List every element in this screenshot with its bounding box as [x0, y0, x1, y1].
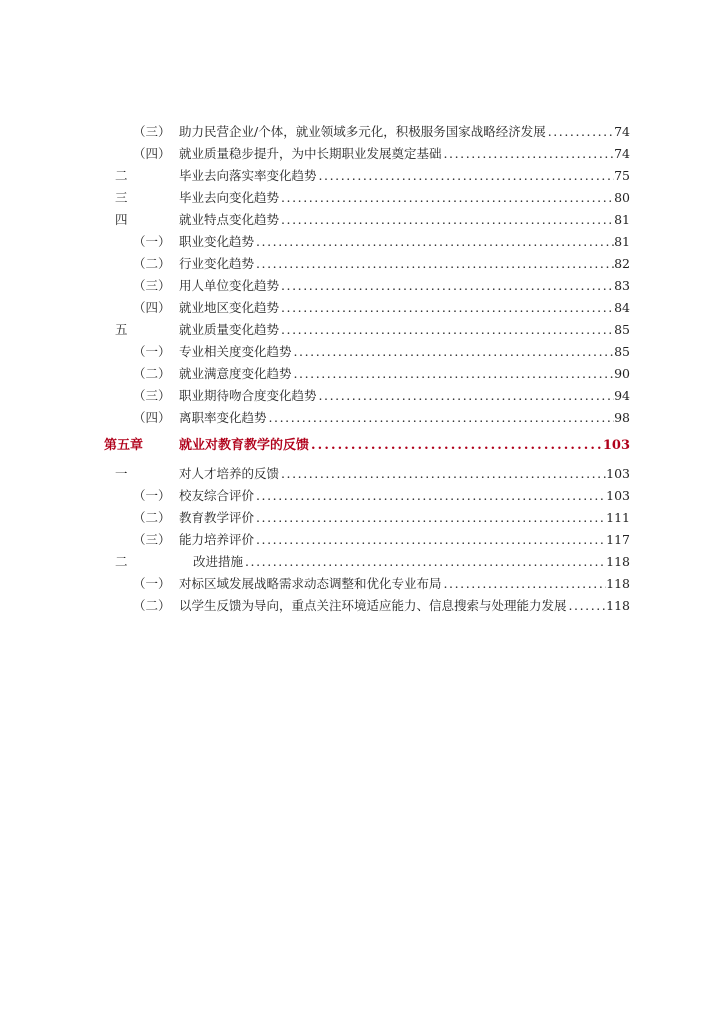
toc-entry-number: （四）	[133, 300, 171, 315]
toc-entry[interactable]	[0, 463, 724, 485]
toc-entry-number: （二）	[133, 256, 171, 271]
toc-entry-title: 毕业去向落实率变化趋势	[179, 168, 317, 183]
toc-leader-dots	[254, 529, 606, 551]
toc-entry[interactable]	[0, 485, 724, 507]
toc-entry-page: 117	[606, 532, 630, 547]
toc-entry-page: 118	[606, 576, 630, 591]
toc-entry-page: 85	[614, 322, 630, 337]
toc-entry-page: 90	[614, 366, 630, 381]
toc-leader-dots	[546, 121, 614, 143]
toc-leader-dots	[254, 253, 614, 275]
toc-entry[interactable]	[0, 209, 724, 231]
toc-entry-title: 就业质量稳步提升，为中长期职业发展奠定基础	[179, 146, 442, 161]
toc-entry-number: （一）	[133, 344, 171, 359]
toc-entry-title: 用人单位变化趋势	[179, 278, 280, 293]
toc-entry-title: 对人才培养的反馈	[179, 466, 280, 481]
toc-leader-dots	[254, 507, 606, 529]
toc-entry-title: 助力民营企业/个体，就业领域多元化，积极服务国家战略经济发展	[179, 124, 546, 139]
toc-entry-number: 五	[115, 322, 128, 337]
toc-leader-dots	[279, 297, 614, 319]
toc-entry-number: （一）	[133, 488, 171, 503]
toc-entry-title: 就业特点变化趋势	[179, 212, 280, 227]
toc-entry-number: 二	[115, 168, 128, 183]
toc-entry-title: 对标区域发展战略需求动态调整和优化专业布局	[179, 576, 442, 591]
toc-entry-page: 82	[614, 256, 630, 271]
toc-leader-dots	[292, 341, 615, 363]
toc-entry-page: 98	[614, 410, 630, 425]
toc-entry-title: 职业变化趋势	[179, 234, 255, 249]
toc-entry-number: （四）	[133, 146, 171, 161]
toc-entry-number: （三）	[133, 124, 171, 139]
toc-entry[interactable]	[0, 363, 724, 385]
toc-entry-page: 75	[614, 168, 630, 183]
toc-entry-number: 二	[115, 554, 128, 569]
toc-entry[interactable]	[0, 341, 724, 363]
toc-entry-page: 80	[614, 190, 630, 205]
toc-entry-title: 能力培养评价	[179, 532, 255, 547]
toc-entry-page: 81	[614, 234, 630, 249]
table-of-contents	[0, 121, 724, 617]
toc-entry-title: 就业质量变化趋势	[179, 322, 280, 337]
toc-entry-page: 111	[606, 510, 630, 525]
toc-entry-page: 74	[614, 124, 630, 139]
toc-leader-dots	[279, 463, 606, 485]
toc-entry[interactable]	[0, 143, 724, 165]
toc-entry-number: （三）	[133, 532, 171, 547]
toc-entry[interactable]	[0, 407, 724, 429]
toc-leader-dots	[442, 573, 607, 595]
toc-entry-page: 118	[606, 598, 630, 613]
toc-leader-dots	[279, 209, 614, 231]
toc-chapter-entry[interactable]	[0, 429, 724, 463]
toc-entry[interactable]	[0, 165, 724, 187]
toc-leader-dots	[279, 187, 614, 209]
toc-entry[interactable]	[0, 573, 724, 595]
toc-entry-number: （四）	[133, 410, 171, 425]
toc-entry-number: 三	[115, 190, 128, 205]
toc-entry-page: 94	[614, 388, 630, 403]
chapter-title: 就业对教育教学的反馈	[179, 438, 310, 453]
toc-entry-number: （三）	[133, 278, 171, 293]
toc-entry-number: 四	[115, 212, 128, 227]
toc-entry-number: （一）	[133, 576, 171, 591]
toc-leader-dots	[254, 231, 614, 253]
toc-entry-number: （二）	[133, 510, 171, 525]
toc-entry[interactable]	[0, 187, 724, 209]
toc-entry-page: 74	[614, 146, 630, 161]
toc-entry-page: 85	[614, 344, 630, 359]
toc-entry[interactable]	[0, 595, 724, 617]
toc-entry[interactable]	[0, 121, 724, 143]
toc-entry-title: 专业相关度变化趋势	[179, 344, 292, 359]
toc-leader-dots	[309, 429, 603, 463]
toc-entry[interactable]	[0, 297, 724, 319]
toc-entry[interactable]	[0, 253, 724, 275]
toc-entry-number: 一	[115, 466, 128, 481]
toc-entry-title: 就业地区变化趋势	[179, 300, 280, 315]
chapter-number: 第五章	[104, 438, 144, 453]
toc-entry-number: （一）	[133, 234, 171, 249]
toc-entry-page: 118	[606, 554, 630, 569]
toc-leader-dots	[243, 551, 606, 573]
toc-entry-title: 职业期待吻合度变化趋势	[179, 388, 317, 403]
toc-leader-dots	[317, 165, 615, 187]
toc-entry-title: 改进措施	[193, 554, 244, 569]
toc-entry[interactable]	[0, 385, 724, 407]
toc-leader-dots	[317, 385, 615, 407]
toc-entry[interactable]	[0, 319, 724, 341]
toc-entry[interactable]	[0, 231, 724, 253]
toc-entry-title: 就业满意度变化趋势	[179, 366, 292, 381]
toc-entry[interactable]	[0, 507, 724, 529]
toc-entry-number: （三）	[133, 388, 171, 403]
toc-entry-title: 行业变化趋势	[179, 256, 255, 271]
toc-entry-page: 81	[614, 212, 630, 227]
toc-entry-number: （二）	[133, 598, 171, 613]
toc-leader-dots	[292, 363, 615, 385]
toc-leader-dots	[442, 143, 615, 165]
toc-entry[interactable]	[0, 529, 724, 551]
toc-entry-title: 校友综合评价	[179, 488, 255, 503]
toc-entry-title: 毕业去向变化趋势	[179, 190, 280, 205]
toc-leader-dots	[279, 275, 614, 297]
toc-leader-dots	[267, 407, 615, 429]
toc-entry-page: 83	[614, 278, 630, 293]
toc-entry-page: 103	[606, 488, 630, 503]
toc-entry[interactable]	[0, 551, 724, 573]
toc-entry-page: 103	[606, 466, 630, 481]
toc-leader-dots	[254, 485, 606, 507]
toc-entry[interactable]	[0, 275, 724, 297]
toc-leader-dots	[279, 319, 614, 341]
toc-entry-title: 离职率变化趋势	[179, 410, 267, 425]
chapter-page: 103	[602, 438, 630, 453]
toc-entry-title: 教育教学评价	[179, 510, 255, 525]
toc-entry-number: （二）	[133, 366, 171, 381]
toc-entry-title: 以学生反馈为导向，重点关注环境适应能力、信息搜索与处理能力发展	[179, 598, 567, 613]
toc-leader-dots	[567, 595, 607, 617]
toc-entry-page: 84	[614, 300, 630, 315]
